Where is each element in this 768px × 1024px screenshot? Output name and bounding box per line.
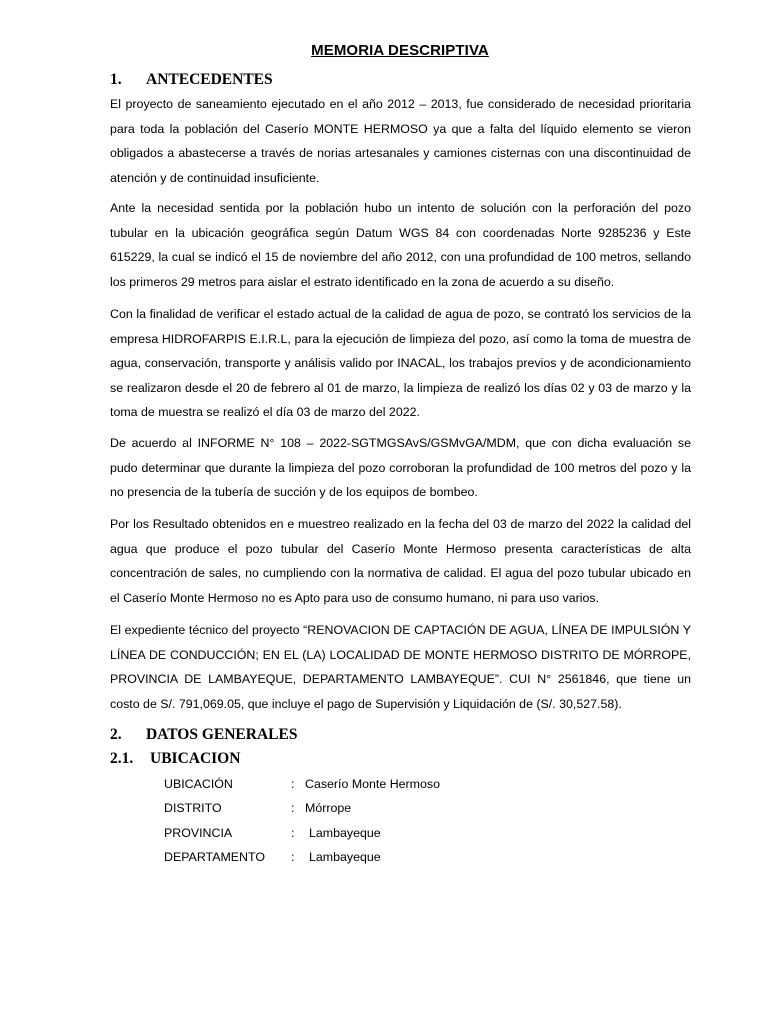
paragraph-4: De acuerdo al INFORME N° 108 – 2022-SGTMGSAvS/GSMvGA/MDM, que con dicha evaluación se pudo determinar que durante la limpieza del pozo corroboran la profundidad de 100 metros del pozo y la no presencia de la tubería de succión y de los equipos de bombeo. <box>110 436 691 500</box>
info-label: DEPARTAMENTO <box>164 850 265 864</box>
info-label: DISTRITO <box>164 801 222 815</box>
paragraph-1: El proyecto de saneamiento ejecutado en el año 2012 – 2013, fue considerado de necesidad prioritaria para toda la población del Caserío MONTE HERMOSO ya que a falta del líquido elemento se vieron obligados a abastecerse a través de norias artesanales y camiones cisternas con una discontinuidad de atención y de continuidad insuficiente. <box>110 97 691 185</box>
paragraph-2: Ante la necesidad sentida por la población hubo un intento de solución con la perforación del pozo tubular en la ubicación geográfica según Datum WGS 84 con coordenadas Norte 9285236 y Este 615229, la cual se indicó el 15 de noviembre del año 2012, con una profundidad de 100 metros, sellando los primeros 29 metros para aislar el estrato identificado en la zona de acuerdo a su diseño. <box>110 201 691 289</box>
section-heading-datos-generales <box>110 726 297 744</box>
info-separator: : <box>291 826 295 840</box>
subsection-number: 2.1. <box>110 750 134 767</box>
document-title: MEMORIA DESCRIPTIVA <box>311 42 489 59</box>
section-number: 2. <box>110 726 122 743</box>
info-separator: : <box>291 850 295 864</box>
info-label: PROVINCIA <box>164 826 233 840</box>
info-separator: : <box>291 801 295 815</box>
info-value: Lambayeque <box>309 850 381 864</box>
info-value: Mórrope <box>305 801 352 815</box>
info-label: UBICACIÓN <box>164 777 233 791</box>
section-heading-antecedentes <box>110 71 273 89</box>
subsection-title: UBICACION <box>150 750 241 767</box>
section-title: DATOS GENERALES <box>146 726 298 743</box>
info-separator: : <box>291 777 295 791</box>
section-number: 1. <box>110 71 122 88</box>
paragraph-6: El expediente técnico del proyecto “RENOVACION DE CAPTACIÓN DE AGUA, LÍNEA DE IMPULSIÓN Y LÍNEA DE CONDUCCIÓN; EN EL (LA) LOCALIDAD DE MONTE HERMOSO DISTRITO DE MÓRROPE, PROVINCIA DE LAMBAYEQUE, DEPARTAMENTO LAMBAYEQUE”. CUI N° 2561846, que tiene un costo de S/. 791,069.05, que incluye el pago de Supervisión y Liquidación de (S/. 30,527.58). <box>110 623 691 711</box>
paragraph-5: Por los Resultado obtenidos en e muestreo realizado en la fecha del 03 de marzo del 2022 la calidad del agua que produce el pozo tubular del Caserío Monte Hermoso presenta características de alta concentración de sales, no cumpliendo con la normativa de calidad. El agua del pozo tubular ubicado en el Caserío Monte Hermoso no es Apto para uso de consumo humano, ni para uso varios. <box>110 517 691 605</box>
paragraph-3: Con la finalidad de verificar el estado actual de la calidad de agua de pozo, se contrató los servicios de la empresa HIDROFARPIS E.I.R.L, para la ejecución de limpieza del pozo, así como la toma de muestra de agua, conservación, transporte y análisis valido por INACAL, los trabajos previos y de acondicionamiento se realizaron desde el 20 de febrero al 01 de marzo, la limpieza de realizó los días 02 y 03 de marzo y la toma de muestra se realizó el día 03 de marzo del 2022. <box>110 307 691 420</box>
section-title: ANTECEDENTES <box>146 71 273 88</box>
subsection-heading-ubicacion <box>110 750 240 768</box>
info-value: Lambayeque <box>309 826 381 840</box>
info-value: Caserío Monte Hermoso <box>305 777 440 791</box>
